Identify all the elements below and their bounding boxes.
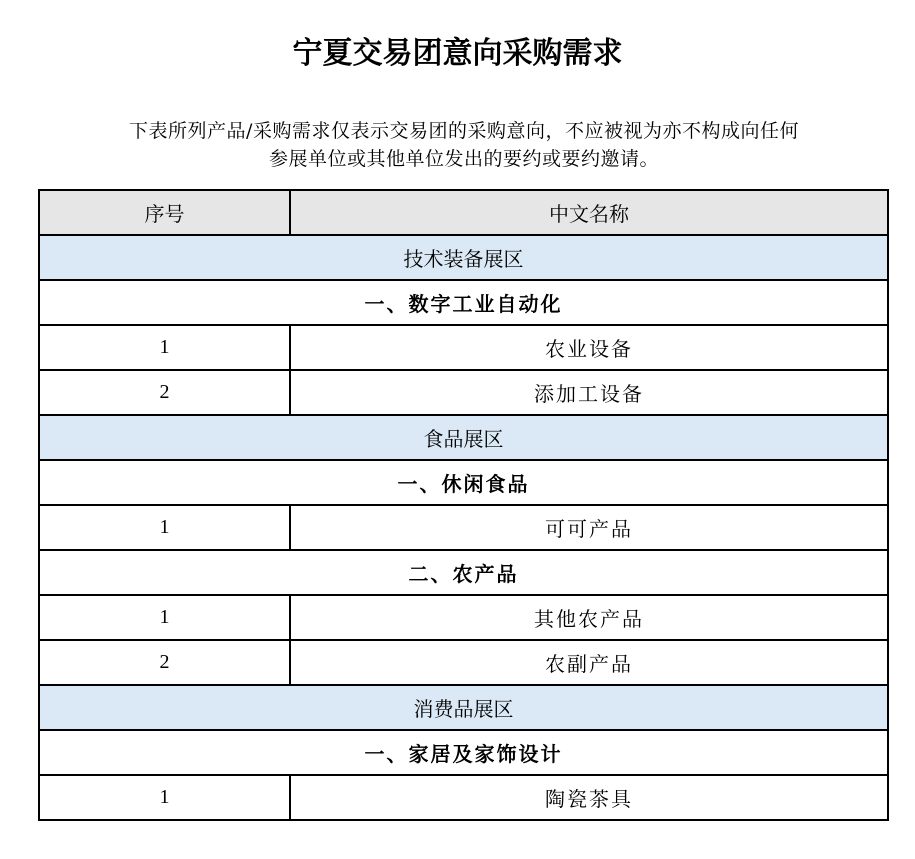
item-number: 1: [39, 595, 290, 640]
intro-line: 参展单位或其他单位发出的要约或要约邀请。: [268, 148, 659, 170]
table-row: [39, 595, 888, 640]
category-name: 一、数字工业自动化: [39, 280, 888, 325]
table-row: [39, 325, 888, 370]
item-name: 添加工设备: [290, 370, 888, 415]
category-row: [39, 460, 888, 505]
table-row: [39, 370, 888, 415]
item-name: 农副产品: [290, 640, 888, 685]
item-number: 1: [39, 325, 290, 370]
category-name: 一、家居及家饰设计: [39, 730, 888, 775]
purchase-table: [38, 189, 889, 821]
page-title: 宁夏交易团意向采购需求: [292, 36, 623, 71]
table-header-row: [39, 190, 888, 235]
zone-row: [39, 685, 888, 730]
zone-name: 技术装备展区: [39, 235, 888, 280]
zone-name: 消费品展区: [39, 685, 888, 730]
intro-line: 下表所列产品/采购需求仅表示交易团的采购意向，不应被视为亦不构成向任何: [129, 120, 799, 142]
item-name: 农业设备: [290, 325, 888, 370]
zone-row: [39, 235, 888, 280]
item-number: 1: [39, 775, 290, 820]
item-name: 其他农产品: [290, 595, 888, 640]
category-row: [39, 550, 888, 595]
category-name: 一、休闲食品: [39, 460, 888, 505]
item-number: 1: [39, 505, 290, 550]
zone-row: [39, 415, 888, 460]
header-serial-number: 序号: [39, 190, 290, 235]
header-chinese-name: 中文名称: [290, 190, 888, 235]
item-number: 2: [39, 370, 290, 415]
item-number: 2: [39, 640, 290, 685]
category-row: [39, 730, 888, 775]
table-row: [39, 640, 888, 685]
table-row: [39, 775, 888, 820]
intro-text: [44, 117, 884, 173]
category-row: [39, 280, 888, 325]
item-name: 可可产品: [290, 505, 888, 550]
category-name: 二、农产品: [39, 550, 888, 595]
table-row: [39, 505, 888, 550]
item-name: 陶瓷茶具: [290, 775, 888, 820]
zone-name: 食品展区: [39, 415, 888, 460]
